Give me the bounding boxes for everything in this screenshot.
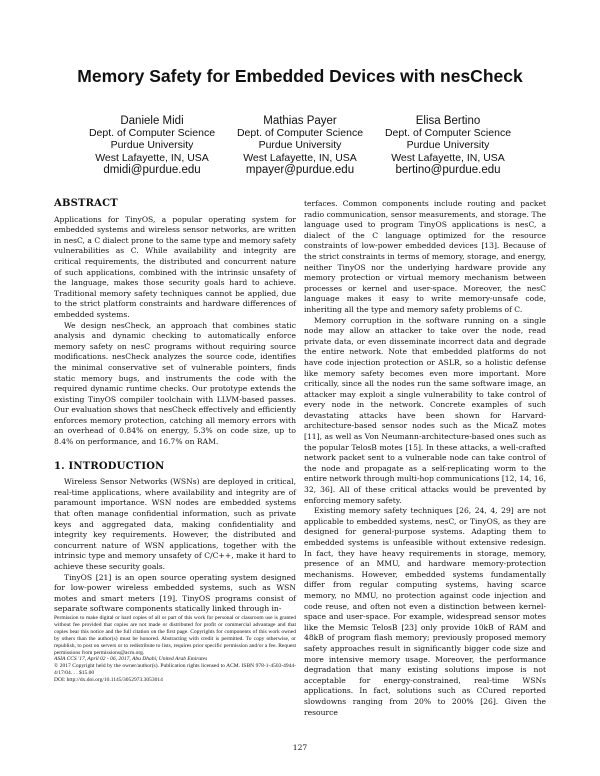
author-dept: Dept. of Computer Science bbox=[384, 127, 512, 140]
author-city: West Lafayette, IN, USA bbox=[95, 151, 209, 164]
author-univ: Purdue University bbox=[406, 139, 490, 152]
body-paragraph: Wireless Sensor Networks (WSNs) are deployed in critical, real-time applications, where availability and integrity are of paramount importance. WSN nodes are embedded systems that often manage confidential information, such as private keys and aggregated data, making confidentiality and integrity key requirements. However, the distributed and concurrent nature of WSN applications, together with the intrinsic type and memory unsafety of C/C++, make it hard to achieve these security goals. bbox=[54, 477, 296, 571]
body-paragraph: Existing memory safety techniques [26, 24, 4, 29] are not applicable to embedded systems, nesC, or TinyOS, as they are designed for general-purpose systems. Adapting them to embedded systems is unfeasible without extensive redesign. In fact, they have heavy requirements in storage, memory, presence of an MMU, and hardware memory-protection mechanisms. However, embedded systems fundamentally differ from regular computing systems, having scarce memory, no MMU, no protection against code injection and code reuse, and often not even a distinction between kernel-space and user-space. For example, widespread sensor motes like the Memsic TelosB [23] only provide 10kB of RAM and 48kB of program flash memory; previously proposed memory safety approaches result in significantly bigger code size and more intensive memory usage. Moreover, the performance degradation that many existing solutions impose is not acceptable for energy-constrained, real-time WSNs applications. In fact, solutions such as CCured reported slowdowns ranging from 20% to 200% [26]. Given the resource bbox=[304, 506, 546, 717]
left-column bbox=[54, 199, 296, 615]
page-number: 127 bbox=[292, 743, 308, 752]
body-paragraph: terfaces. Common components include routing and packet radio communication, sensor measurements, and storage. The language used to program TinyOS applications is nesC, a dialect of the C language optimized for the resource constraints of low-power embedded devices [13]. Because of the strict constraints in terms of memory, storage, and energy, neither TinyOS nor the underlying hardware provide any memory protection or virtual memory mechanism between processes or kernel and user-space. Moreover, the nesC language makes it easy to write memory-unsafe code, inheriting all the type and memory safety problems of C. bbox=[304, 199, 546, 314]
author-email: dmidi@purdue.edu bbox=[103, 163, 201, 176]
author-name: Daniele Midi bbox=[120, 115, 184, 127]
body-paragraph: Memory corruption in the software running on a single node may allow an attacker to take over the node, read private data, or even disseminate incorrect data and degrade the entire network. Note that embedded platforms do not have code injection protection or ASLR, so a holistic defense like memory safety becomes even more important. More critically, since all the nodes run the same software image, an attacker may exploit a single vulnerability to take control of every node in the network. Concrete examples of such devastating attacks have been shown for Harvard-architecture-based sensor nodes such as the MicaZ motes [11], as well as Von Neumann-architecture-based ones such as the popular TelosB motes [15]. In these attacks, a well-crafted network packet sent to a vulnerable node can take control of the node and propagate as a self-replicating worm to the entire network through multi-hop communications [12, 14, 16, 32, 36]. All of these critical attacks would be prevented by enforcing memory safety. bbox=[304, 315, 546, 505]
paper-title: Memory Safety for Embedded Devices with nesCheck bbox=[77, 66, 523, 86]
author-univ: Purdue University bbox=[258, 139, 342, 152]
permission-text: Permission to make digital or hard copies of all or part of this work for personal or classroom use is granted without fee provided that copies are not made or distributed for profit or commercial advantage and that copies bear this notice and the full citation on the first page. Copyrights for components of this work owned by others than the author(s) must be honored. Abstracting with credit is permitted. To copy otherwise, or republish, to post on servers or to redistribute to lists, requires prior specific permission and/or a fee. Request permissions from permissions@acm.org. bbox=[54, 615, 296, 656]
author-city: West Lafayette, IN, USA bbox=[243, 151, 357, 164]
right-column bbox=[304, 199, 546, 718]
abstract-paragraph: We design nesCheck, an approach that combines static analysis and dynamic checking to automatically enforce memory safety on nesC programs without requiring source modifications. nesCheck analyzes the source code, identifies the minimal conservative set of vulnerable pointers, finds static memory bugs, and instruments the code with the required dynamic runtime checks. Our prototype extends the existing TinyOS compiler toolchain with LLVM-based passes. Our evaluation shows that nesCheck effectively and efficiently enforces memory protection, catching all memory errors with an overhead of 0.84% on energy, 5.3% on code size, up to 8.4% on performance, and 16.7% on RAM. bbox=[54, 320, 296, 447]
body-paragraph: TinyOS [21] is an open source operating system designed for low-power wireless embedded systems, such as WSN motes and smart meters [19]. TinyOS programs consist of separate software components statically linked through in- bbox=[54, 572, 296, 614]
introduction-heading: 1. INTRODUCTION bbox=[54, 460, 165, 472]
copyright-notice: © 2017 Copyright held by the owner/author(s). Publication rights licensed to ACM. ISBN 978-1-4503-4944-4/17/04. . . $15.00 bbox=[54, 663, 296, 677]
author-dept: Dept. of Computer Science bbox=[236, 127, 364, 140]
author-email: bertino@purdue.edu bbox=[395, 163, 501, 176]
permission-footnote bbox=[54, 615, 296, 684]
conference-info: ASIA CCS '17, April 02 - 06, 2017, Abu Dhabi, United Arab Emirates bbox=[54, 656, 208, 663]
abstract-paragraph: Applications for TinyOS, a popular operating system for embedded systems and wireless sensor networks, are written in nesC, a C dialect prone to the same type and memory safety vulnerabilities as C. While availability and integrity are critical requirements, the distributed and concurrent nature of such applications, combined with the intrinsic unsafety of the language, makes those security goals hard to achieve. Traditional memory safety techniques cannot be applied, due to the strict platform constraints and hardware differences of embedded systems. bbox=[54, 214, 296, 319]
author-dept: Dept. of Computer Science bbox=[88, 127, 216, 140]
abstract-heading: ABSTRACT bbox=[54, 198, 118, 209]
author-name: Mathias Payer bbox=[263, 115, 337, 127]
author-name: Elisa Bertino bbox=[415, 115, 481, 127]
author-city: West Lafayette, IN, USA bbox=[391, 151, 505, 164]
doi-link[interactable]: DOI: http://dx.doi.org/10.1145/3052973.3053014 bbox=[54, 677, 163, 684]
author-block bbox=[358, 115, 538, 176]
author-email: mpayer@purdue.edu bbox=[245, 163, 355, 176]
author-univ: Purdue University bbox=[110, 139, 194, 152]
